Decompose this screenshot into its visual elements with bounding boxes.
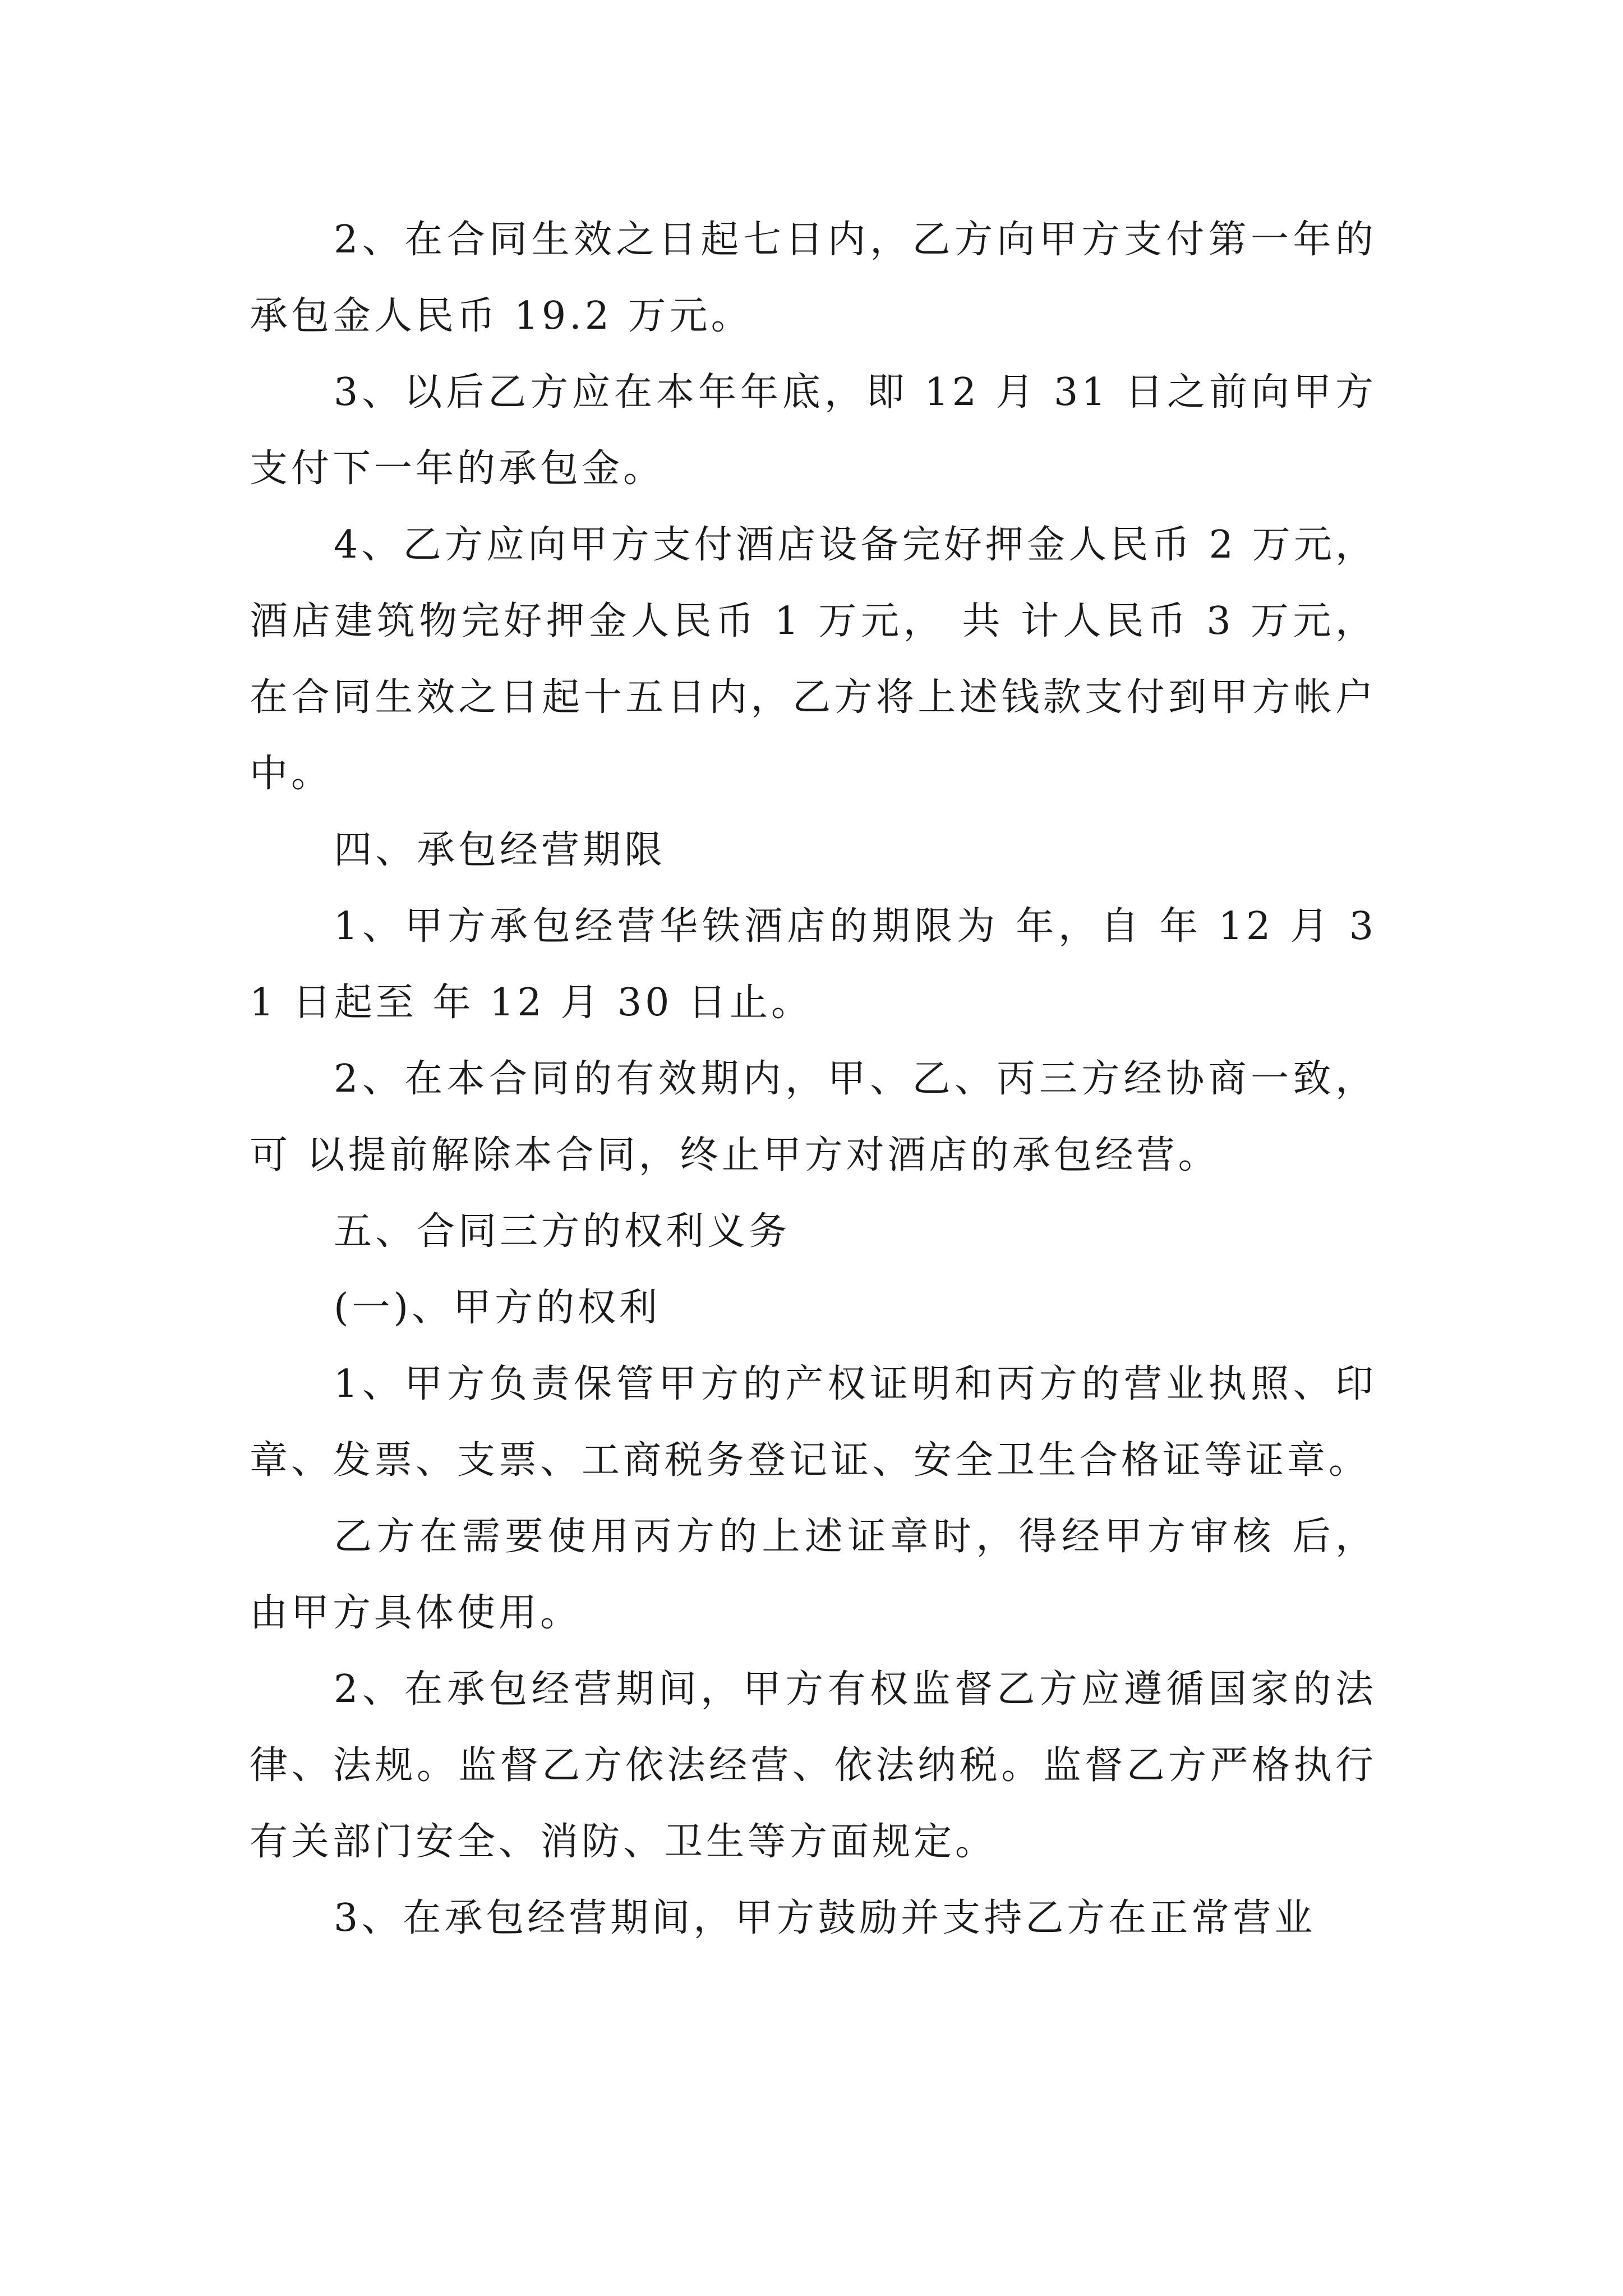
section-heading-term: 四、承包经营期限 — [334, 828, 666, 872]
paragraph-payment-first-year: 2、在合同生效之日起七日内，乙方向甲方支付第一年的承包金人民币 19.2 万元。 — [250, 218, 1377, 338]
section-heading-rights-duties: 五、合同三方的权利义务 — [334, 1209, 791, 1254]
paragraph-payment-next-year: 3、以后乙方应在本年年底，即 12 月 31 日之前向甲方支付下一年的承包金。 — [250, 370, 1377, 491]
paragraph-early-termination: 2、在本合同的有效期内，甲、乙、丙三方经协商一致，可 以提前解除本合同，终止甲方对酒店的承包经营。 — [250, 1057, 1377, 1177]
paragraph-custody-of-documents: 1、甲方负责保管甲方的产权证明和丙方的营业执照、印章、发票、支票、工商税务登记证、安全卫生合格证等证章。 — [250, 1362, 1377, 1483]
document-body — [250, 202, 1377, 1957]
paragraph-term-period: 1、甲方承包经营华铁酒店的期限为 年，自 年 12 月 31 日起至 年 12 月 30 日止。 — [250, 904, 1377, 1025]
subsection-heading-party-a-rights: (一)、甲方的权利 — [334, 1286, 661, 1330]
paragraph-use-of-seals: 乙方在需要使用丙方的上述证章时，得经甲方审核 后，由甲方具体使用。 — [250, 1515, 1377, 1635]
paragraph-deposit: 4、乙方应向甲方支付酒店设备完好押金人民币 2 万元，酒店建筑物完好押金人民币 1 万元， 共 计人民币 3 万元，在合同生效之日起十五日内，乙方将上述钱款支付到甲方帐户中。 — [250, 523, 1377, 796]
paragraph-supervision: 2、在承包经营期间，甲方有权监督乙方应遵循国家的法律、法规。监督乙方依法经营、依法纳税。监督乙方严格执行有关部门安全、消防、卫生等方面规定。 — [250, 1667, 1377, 1864]
paragraph-support: 3、在承包经营期间，甲方鼓励并支持乙方在正常营业 — [334, 1896, 1316, 1940]
